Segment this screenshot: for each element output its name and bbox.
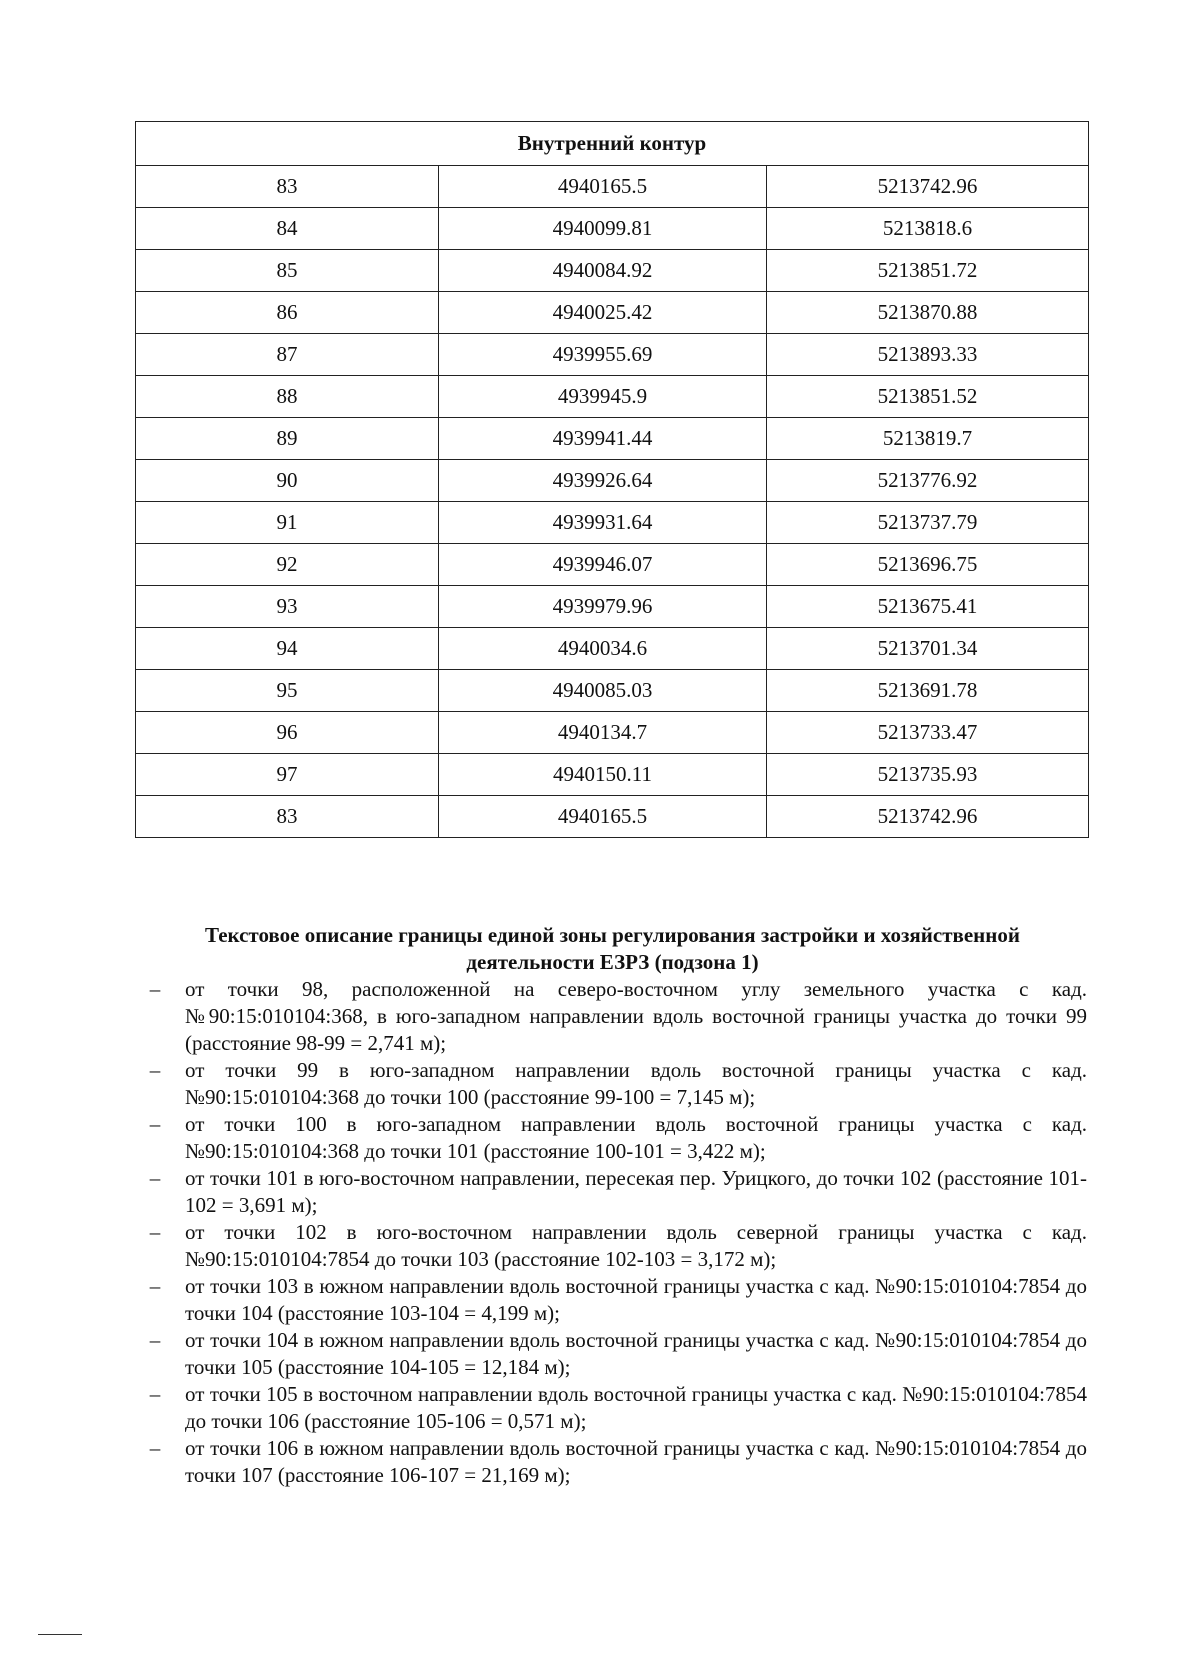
list-bullet: – <box>149 1058 161 1082</box>
list-item <box>145 1327 1087 1381</box>
point-number-cell: 89 <box>136 418 439 460</box>
x-coordinate-cell: 4939955.69 <box>439 334 767 376</box>
list-bullet: – <box>149 1382 161 1406</box>
list-bullet: – <box>149 1166 161 1190</box>
list-item-text: от точки 104 в южном направлении вдоль восточной границы участка с кад. №90:15:010104:7854 до точки 105 (расстояние 104-105 = 12,184 м); <box>185 1328 1087 1379</box>
table-row <box>136 166 1089 208</box>
footnote-rule <box>38 1634 82 1635</box>
table-caption: Внутренний контур <box>136 122 1089 166</box>
x-coordinate-cell: 4940099.81 <box>439 208 767 250</box>
y-coordinate-cell: 5213851.52 <box>767 376 1089 418</box>
table-row <box>136 628 1089 670</box>
y-coordinate-cell: 5213735.93 <box>767 754 1089 796</box>
x-coordinate-cell: 4939979.96 <box>439 586 767 628</box>
point-number-cell: 85 <box>136 250 439 292</box>
x-coordinate-cell: 4940084.92 <box>439 250 767 292</box>
list-item-text: от точки 100 в юго-западном направлении вдоль восточной границы участка с кад. №90:15:010104:368 до точки 101 (расстояние 100-101 = 3,422 м); <box>185 1112 1087 1163</box>
point-number-cell: 90 <box>136 460 439 502</box>
table-row <box>136 376 1089 418</box>
table-row <box>136 796 1089 838</box>
table-row <box>136 754 1089 796</box>
point-number-cell: 83 <box>136 796 439 838</box>
table-row <box>136 460 1089 502</box>
list-item-text: от точки 103 в южном направлении вдоль восточной границы участка с кад. №90:15:010104:7854 до точки 104 (расстояние 103-104 = 4,199 м); <box>185 1274 1087 1325</box>
table-row <box>136 712 1089 754</box>
x-coordinate-cell: 4939941.44 <box>439 418 767 460</box>
point-number-cell: 84 <box>136 208 439 250</box>
point-number-cell: 95 <box>136 670 439 712</box>
point-number-cell: 93 <box>136 586 439 628</box>
y-coordinate-cell: 5213776.92 <box>767 460 1089 502</box>
y-coordinate-cell: 5213742.96 <box>767 166 1089 208</box>
y-coordinate-cell: 5213675.41 <box>767 586 1089 628</box>
point-number-cell: 97 <box>136 754 439 796</box>
point-number-cell: 91 <box>136 502 439 544</box>
x-coordinate-cell: 4940025.42 <box>439 292 767 334</box>
table-row <box>136 250 1089 292</box>
point-number-cell: 88 <box>136 376 439 418</box>
list-bullet: – <box>149 1274 161 1298</box>
table-row <box>136 334 1089 376</box>
list-item-text: от точки 99 в юго-западном направлении вдоль восточной границы участка с кад. №90:15:010104:368 до точки 100 (расстояние 99-100 = 7,145 м); <box>185 1058 1087 1109</box>
table-row <box>136 292 1089 334</box>
coordinates-table <box>135 121 1089 838</box>
y-coordinate-cell: 5213737.79 <box>767 502 1089 544</box>
x-coordinate-cell: 4940165.5 <box>439 796 767 838</box>
x-coordinate-cell: 4940034.6 <box>439 628 767 670</box>
boundary-description-list <box>145 976 1087 1489</box>
list-bullet: – <box>149 1112 161 1136</box>
table-row <box>136 502 1089 544</box>
y-coordinate-cell: 5213742.96 <box>767 796 1089 838</box>
list-item <box>145 1273 1087 1327</box>
list-bullet: – <box>149 1220 161 1244</box>
point-number-cell: 86 <box>136 292 439 334</box>
list-item <box>145 1381 1087 1435</box>
y-coordinate-cell: 5213893.33 <box>767 334 1089 376</box>
x-coordinate-cell: 4940165.5 <box>439 166 767 208</box>
list-item <box>145 1057 1087 1111</box>
x-coordinate-cell: 4939946.07 <box>439 544 767 586</box>
point-number-cell: 87 <box>136 334 439 376</box>
list-item-text: от точки 101 в юго-восточном направлении, пересекая пер. Урицкого, до точки 102 (расстояние 101-102 = 3,691 м); <box>185 1166 1087 1217</box>
list-bullet: – <box>149 1436 161 1460</box>
table-row <box>136 418 1089 460</box>
table-body <box>136 166 1089 838</box>
list-item <box>145 1111 1087 1165</box>
x-coordinate-cell: 4939945.9 <box>439 376 767 418</box>
y-coordinate-cell: 5213818.6 <box>767 208 1089 250</box>
list-item-text: от точки 102 в юго-восточном направлении вдоль северной границы участка с кад. №90:15:010104:7854 до точки 103 (расстояние 102-103 = 3,172 м); <box>185 1220 1087 1271</box>
list-bullet: – <box>149 1328 161 1352</box>
y-coordinate-cell: 5213870.88 <box>767 292 1089 334</box>
table-row <box>136 544 1089 586</box>
list-bullet: – <box>149 977 161 1001</box>
table-caption-row <box>136 122 1089 166</box>
x-coordinate-cell: 4940085.03 <box>439 670 767 712</box>
y-coordinate-cell: 5213701.34 <box>767 628 1089 670</box>
list-item-text: от точки 105 в восточном направлении вдоль восточной границы участка с кад. №90:15:010104:7854 до точки 106 (расстояние 105-106 = 0,571 м); <box>185 1382 1087 1433</box>
table-row <box>136 670 1089 712</box>
list-item-text: от точки 98, расположенной на северо-восточном углу земельного участка с кад. №90:15:010104:368, в юго-западном направлении вдоль восточной границы участка до точки 99 (расстояние 98-99 = 2,741 м); <box>185 977 1087 1055</box>
list-item <box>145 1219 1087 1273</box>
x-coordinate-cell: 4940150.11 <box>439 754 767 796</box>
point-number-cell: 96 <box>136 712 439 754</box>
list-item-text: от точки 106 в южном направлении вдоль восточной границы участка с кад. №90:15:010104:7854 до точки 107 (расстояние 106-107 = 21,169 м); <box>185 1436 1087 1487</box>
table-row <box>136 208 1089 250</box>
point-number-cell: 94 <box>136 628 439 670</box>
y-coordinate-cell: 5213819.7 <box>767 418 1089 460</box>
y-coordinate-cell: 5213733.47 <box>767 712 1089 754</box>
list-item <box>145 1435 1087 1489</box>
x-coordinate-cell: 4939931.64 <box>439 502 767 544</box>
y-coordinate-cell: 5213696.75 <box>767 544 1089 586</box>
section-heading: Текстовое описание границы единой зоны регулирования застройки и хозяйственной деятельности ЕЗРЗ (подзона 1) <box>204 923 1020 974</box>
point-number-cell: 83 <box>136 166 439 208</box>
y-coordinate-cell: 5213851.72 <box>767 250 1089 292</box>
list-item <box>145 1165 1087 1219</box>
point-number-cell: 92 <box>136 544 439 586</box>
list-item <box>145 976 1087 1057</box>
table-row <box>136 586 1089 628</box>
y-coordinate-cell: 5213691.78 <box>767 670 1089 712</box>
x-coordinate-cell: 4940134.7 <box>439 712 767 754</box>
x-coordinate-cell: 4939926.64 <box>439 460 767 502</box>
